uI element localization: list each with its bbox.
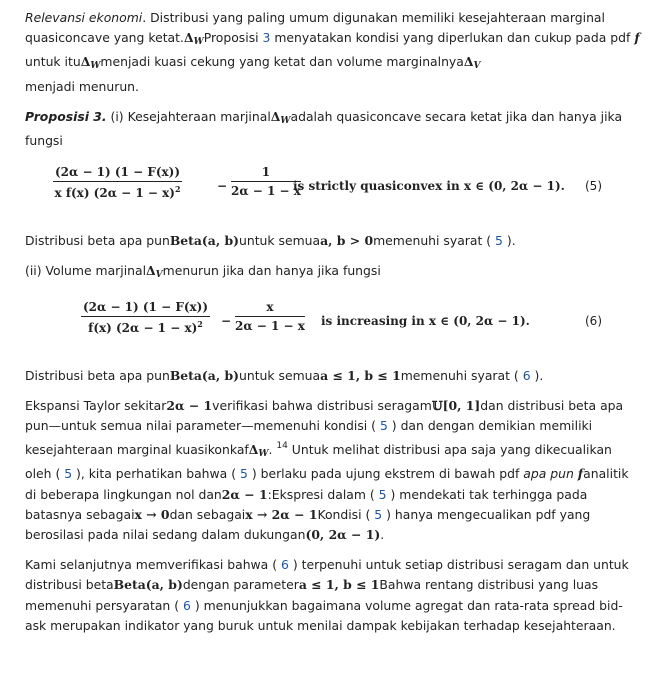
ref-eq-6[interactable]: 6 xyxy=(281,557,289,573)
beta-line-2: Distribusi beta apa punBeta(a, b)untuk semuaa ≤ 1, b ≤ 1memenuhi syarat ( 6 ). xyxy=(25,367,544,383)
beta-line-1: Distribusi beta apa punBeta(a, b)untuk semuaa, b > 0memenuhi syarat ( 5 ). xyxy=(25,233,516,249)
eq5-condition: is strictly quasiconvex in x ∈ (0, 2α − 1). xyxy=(293,179,565,194)
paragraph-economic-relevance: Relevansi ekonomi. Distribusi yang paling umum digunakan memiliki kesejahteraan marginal quasiconcave yang $ketat.\Delta_WProposisi$ 3 menyatakan kondisi yang diperlukan dan cukup pada pdf f untuk ituΔ$_W$menjadi kuasi cekung yang ketat dan volume marginalnyaΔ$_V$ menjadi menurun. xyxy=(25,10,640,94)
eq6-fraction-2: $\frac{x}{2\alpha - 1 - x}$ xyxy=(235,299,305,333)
ref-eq-6[interactable]: 6 xyxy=(522,367,531,383)
eq6-number: (6) xyxy=(585,313,602,328)
eq5-fraction-1: $\frac{(2\alpha - 1) (1 - F(x))}{x f(x) (2\alpha - 1 - x)^2}$ xyxy=(54,165,181,201)
footnote-14[interactable]: 14 xyxy=(276,441,288,452)
proposition-label: Proposisi 3. xyxy=(25,108,107,124)
equation-6: $\frac{(2\alpha - 1) (1 - F(x))}{f(x) (2\alpha - 1 - x)^2}$ − $\frac{x}{2\alpha - 1 - x}$ is increasing in x ∈ (0, 2α − 1). (6) xyxy=(83,299,602,335)
equation-5: $\frac{(2\alpha - 1) (1 - F(x))}{x f(x) (2\alpha - 1 - x)^2}$ − $\frac{1}{2\alpha - 1 - x}$ is strictly quasiconvex in x ∈ (0, 2α − 1). (5) xyxy=(54,165,602,201)
lead-text: Relevansi ekonomi xyxy=(25,10,143,25)
eq5-number: (5) xyxy=(585,179,602,194)
ref-eq-5[interactable]: 5 xyxy=(495,233,503,249)
part-ii: (ii) Volume marjinalΔ$_V$menurun jika dan hanya jika fungsi xyxy=(25,263,381,281)
ref-eq-6[interactable]: 6 xyxy=(183,597,191,613)
ref-eq-5[interactable]: 5 xyxy=(239,466,248,482)
ref-eq-5[interactable]: 5 xyxy=(378,486,387,502)
paragraph-taylor: Ekspansi Taylor sekitar2α − 1verifikasi bahwa distribusi seragam𝕌[0, 1]dan distribusi beta apa pun—untuk semua nilai parameter—memenuhi kondisi ( 5 ) dan dengan demikian memiliki kesejahteraan marginal kuasikonkafΔ$_W$. $^{14}$ Untuk melihat distribusi apa saja yang dikecualikan oleh ( 5 ), kita perhatikan bahwa ( 5 ) berlaku pada ujung ekstrem di bawah pdf apa pun fanalitik di beberapa lingkungan nol dan2α − 1:Ekspresi dalam ( 5 ) mendekati tak terhingga pada batasnya sebagaix → 0dan sebagaix → 2α − 1Kondisi ( 5 ) hanya mengecualikan pdf yang berosilasi pada nilai sedang dalam dukungan(0, 2α − 1). xyxy=(25,397,629,543)
eq6-fraction-1: $\frac{(2\alpha - 1) (1 - F(x))}{f(x) (2\alpha - 1 - x)^2}$ xyxy=(83,299,209,335)
ref-eq-5[interactable]: 5 xyxy=(374,506,383,522)
ref-eq-5[interactable]: 5 xyxy=(379,418,388,434)
eq5-fraction-2: $\frac{1}{2\alpha - 1 - x}$ xyxy=(231,165,301,199)
ref-proposition-3[interactable]: 3 xyxy=(262,30,271,46)
proposition-3: Proposisi 3. (i) Kesejahteraan marjinalΔ$_W$adalah quasiconcave secara ketat jika dan hanya jika fungsi xyxy=(25,108,623,149)
paragraph-verification: Kami selanjutnya memverifikasi bahwa ( 6 ) terpenuhi untuk setiap distribusi seragam dan untuk distribusi betaBeta(a, b)dengan parametera ≤ 1, b ≤ 1Bahwa rentang distribusi yang luas memenuhi persyaratan ( 6 ) menunjukkan bagaimana volume agregat dan rata-rata spread bid-ask merupakan indikator yang buruk untuk menilai dampak kebijakan terhadap kesejahteraan. xyxy=(25,557,629,633)
ref-eq-5[interactable]: 5 xyxy=(64,466,73,482)
page-content xyxy=(25,8,640,636)
eq6-condition: is increasing in x ∈ (0, 2α − 1). xyxy=(321,313,530,328)
